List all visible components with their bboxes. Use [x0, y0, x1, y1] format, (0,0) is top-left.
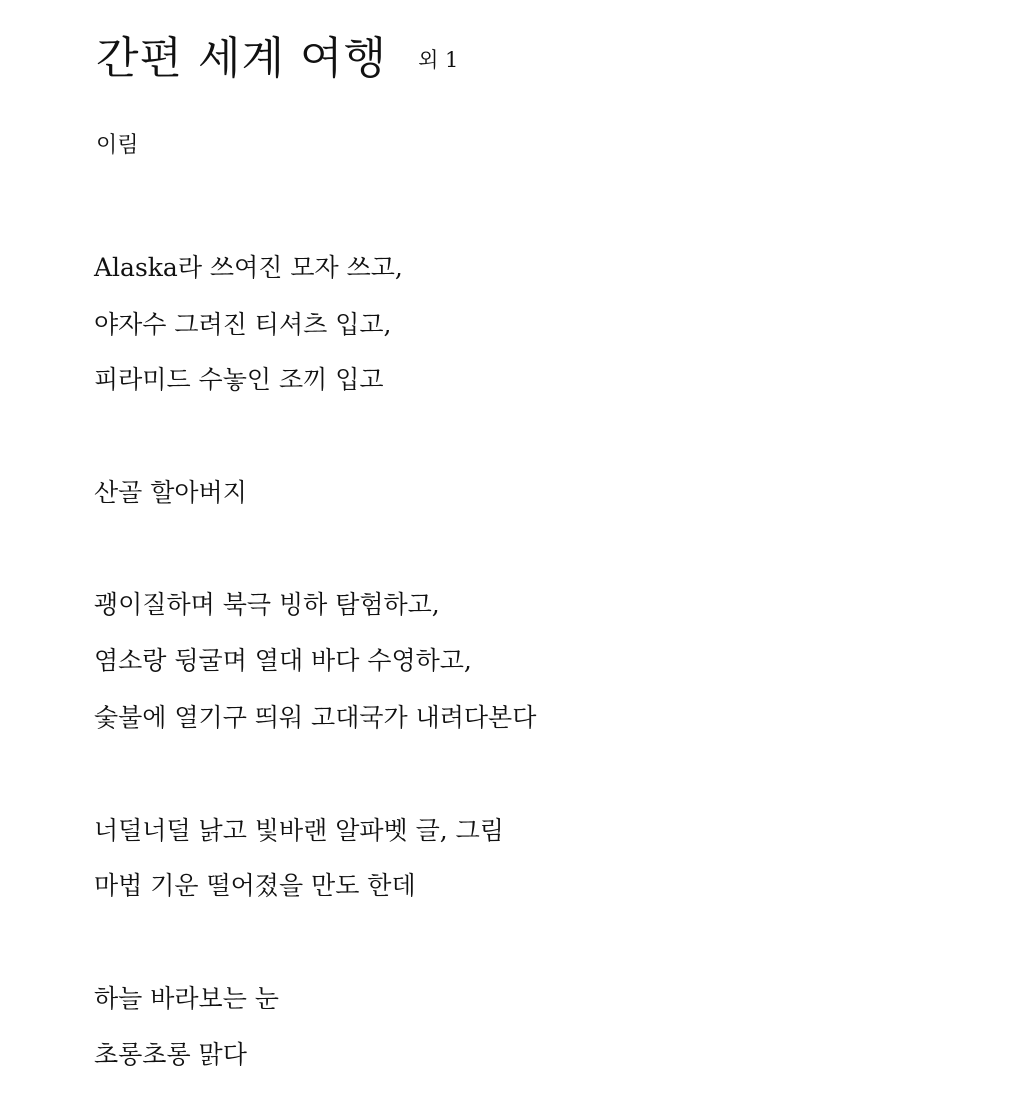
poem-line: 피라미드 수놓인 조끼 입고 — [94, 365, 384, 394]
poem-line: 야자수 그려진 티셔츠 입고, — [94, 310, 392, 339]
poem-title: 간편 세계 여행 — [96, 33, 387, 84]
poem-line: 하늘 바라보는 눈 — [94, 984, 279, 1013]
poem-line: 숯불에 열기구 띄워 고대국가 내려다본다 — [94, 703, 537, 732]
author-name: 이림 — [96, 133, 139, 158]
poem-line: 염소랑 뒹굴며 열대 바다 수영하고, — [94, 646, 472, 675]
poem-line: 너덜너덜 낡고 빛바랜 알파벳 글, 그림 — [94, 816, 504, 845]
poem-line: Alaska라 쓰여진 모자 쓰고, — [94, 253, 403, 282]
title-suffix: 외 1 — [418, 48, 459, 72]
poem-line: 마법 기운 떨어졌을 만도 한데 — [94, 871, 416, 900]
poem-line: 초롱초롱 맑다 — [94, 1040, 247, 1069]
title-row — [96, 22, 458, 86]
poem-line: 괭이질하며 북극 빙하 탐험하고, — [94, 590, 440, 619]
poem-line: 산골 할아버지 — [94, 478, 247, 507]
